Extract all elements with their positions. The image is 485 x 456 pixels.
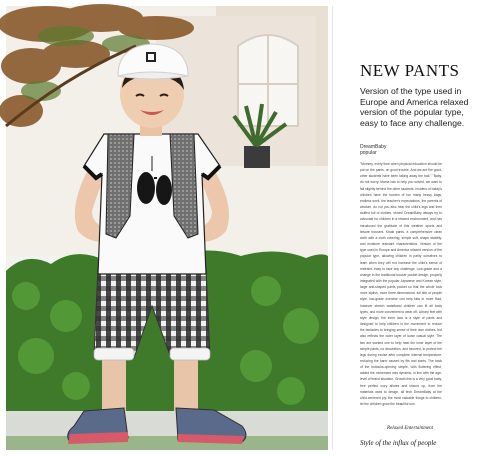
article-signature: Relaxed Entertainment [387, 426, 433, 431]
intro-line: Version of the type used in [360, 86, 462, 96]
article-panel [332, 6, 469, 450]
intro-line: Europe and America relaxed [360, 96, 469, 107]
article-headline: NEW PANTS [360, 61, 460, 80]
article-body: "Mommy, every time when physical education should be put on the pants, on good trouble. And we are the good, other students have been taking away the ball." "Baby, do not worry. Mama has to help you solved, we want to fail slightly behind the other students. Insiders of today's children have the burden of too many heavy bags, endless work. the teacher's expectations, the parents of wisdom, do not you also hear the child's legs and their stuffed full of clothes, shoes! DreamBaby always try to advocate for children in a relaxed environment, and has introduced the gratitude of this weather sports and leisure trousers. Khaki pants, a comprehensive clean cloth with a cloth covering, simple soft, shape stability, and moisture resistant characteristics. Version of the type used in Europe and America relaxed version of the popular type, allowing children in parity ourselves to learn when they will not increase the child's sense of restraint, easy to face any challenge. Low-grade and a change in the traditional trouser pocket design, properly integrated with the popular Japanese and Korean style, large anti-shaped pants pocket so that the whole look more stylish, more three-dimensional, full tide of people style. low-grade exercise can help kids in more fluid, however stretch waistband children can fit all body types, and more convenient to wear off. Library feet with style design, the inner lace is a style of pants and designed to help children in the movement to reduce the tentacles to bringing sense of their own clothes. but also reflects the outer layer of loose casual style. The two are worked one to help heat the inner layer of the simple pants, no decoration, and secured, to protect the legs during excise after complete internal temperature, reducing the harm caused by fits and starts. The back of the buttocks-opening simple, with fluttering effect, added the movement was dynamic, in line with the age-level of brand situation. Growth this is a very good baby, free perfect cozy allures and leisure up, from the materials used to design, all tech DreamBaby at the child-centered joy, the most valuable things to children, let the children grow the beautiful sun. [360, 162, 442, 407]
article-footer-caption: Style of the influx of people [360, 439, 437, 447]
intro-line: version of the popular type, [360, 107, 464, 118]
intro-line: easy to face any challenge. [360, 117, 465, 128]
article-byline [360, 144, 386, 156]
product-photo [6, 6, 328, 450]
byline-brand: DreamBaby [360, 144, 387, 150]
child-model-illustration [6, 6, 328, 450]
article-intro [360, 86, 485, 128]
byline-tag: popular [360, 150, 377, 156]
